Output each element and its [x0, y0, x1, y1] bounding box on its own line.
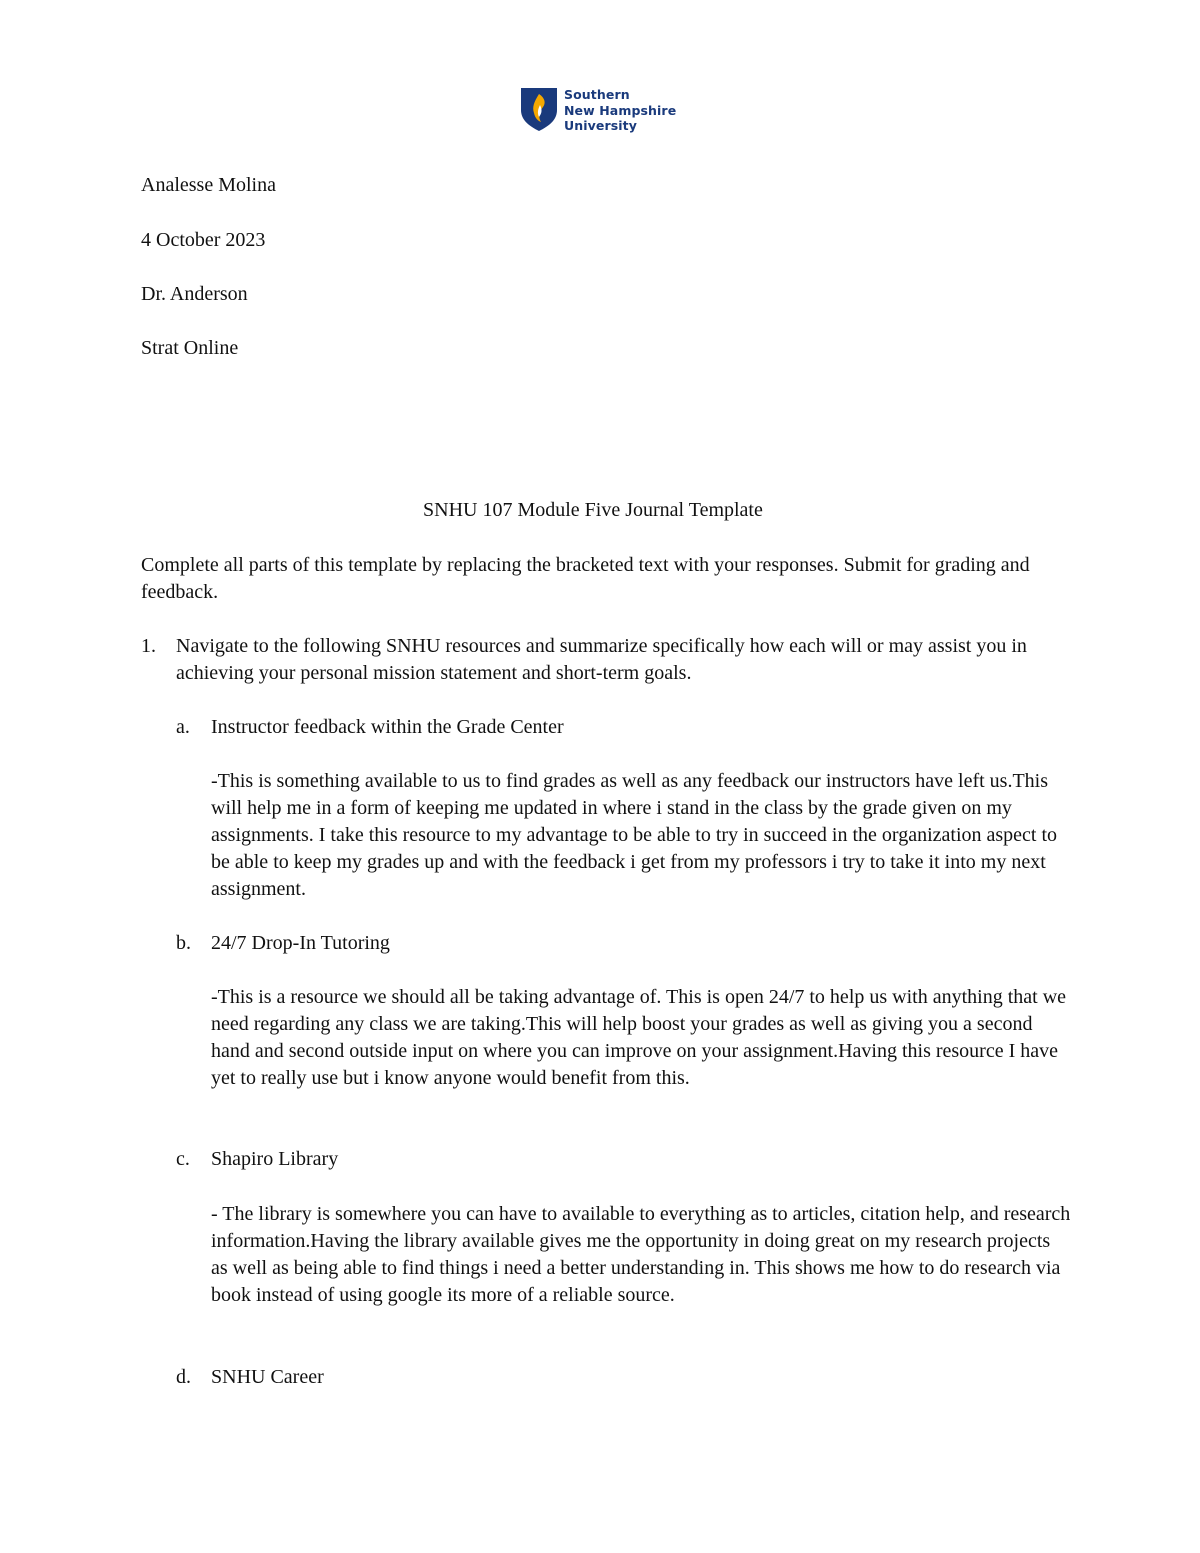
logo-line-1: Southern: [564, 87, 630, 102]
logo-line-3: University: [564, 118, 637, 133]
item-letter-b: b.: [176, 932, 191, 954]
instructor-name: Dr. Anderson: [141, 283, 248, 305]
answer-shapiro-library: - The library is somewhere you can have to available to everything as to articles, citation help, and research information.Having the library available gives me the opportunity in doing great on my research projects as well as being able to find things i need a better understanding in. This shows me how to do research via book instead of using google its more of a reliable source.: [211, 1203, 1071, 1306]
instructions-paragraph: Complete all parts of this template by replacing the bracketed text with your responses. Submit for grading and feedback.: [141, 554, 1030, 603]
answer-instructor-feedback: -This is something available to us to find grades as well as any feedback our instructors have left us.This will help me in a form of keeping me updated in where i stand in the class by the grade given on my assignments. I take this resource to my advantage to be able to try in succeed in the organization aspect to be able to keep my grades up and with the feedback i get from my professors i try to take it into my next assignment.: [211, 770, 1058, 900]
shield-flame-icon: [520, 86, 558, 132]
snhu-logo: [520, 86, 676, 136]
course-name: Strat Online: [141, 337, 239, 359]
item-label-snhu-career: SNHU Career: [211, 1366, 324, 1388]
logo-wordmark: [564, 87, 676, 134]
student-name: Analesse Molina: [141, 174, 276, 196]
document-title: SNHU 107 Module Five Journal Template: [423, 499, 763, 521]
item-label-shapiro-library: Shapiro Library: [211, 1148, 339, 1170]
question-text: Navigate to the following SNHU resources and summarize specifically how each will or may assist you in achieving your personal mission statement and short-term goals.: [176, 635, 1027, 684]
item-letter-c: c.: [176, 1148, 190, 1170]
item-letter-a: a.: [176, 716, 190, 738]
answer-drop-in-tutoring: -This is a resource we should all be taking advantage of. This is open 24/7 to help us with anything that we need regarding any class we are taking.This will help boost your grades as well as giving you a second hand and second outside input on where you can improve on your assignment.Having this resource I have yet to really use but i know anyone would benefit from this.: [211, 986, 1067, 1089]
logo-line-2: New Hampshire: [564, 102, 677, 118]
item-label-drop-in-tutoring: 24/7 Drop-In Tutoring: [211, 932, 390, 954]
question-number: 1.: [141, 635, 156, 657]
submission-date: 4 October 2023: [141, 229, 266, 251]
item-letter-d: d.: [176, 1366, 191, 1388]
item-label-instructor-feedback: Instructor feedback within the Grade Center: [211, 716, 564, 738]
